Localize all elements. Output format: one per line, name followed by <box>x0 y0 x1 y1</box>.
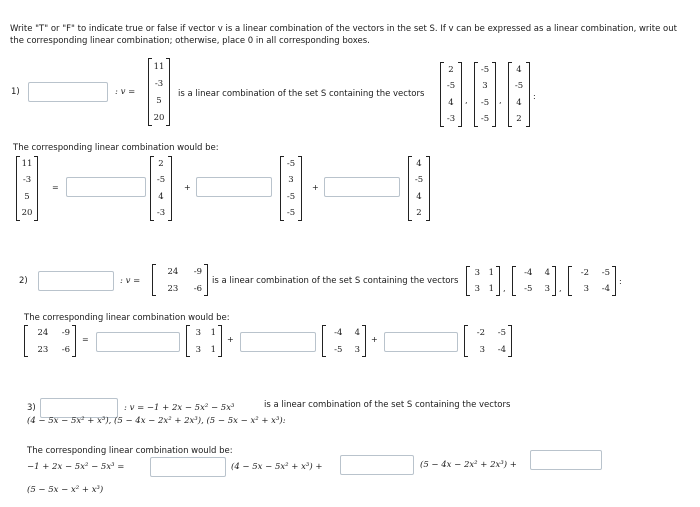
p1-mid-text: is a linear combination of the set S containing the vectors <box>178 89 425 99</box>
p3-set-line: (4 − 5x − 5x² + x³), (5 − 4x − 2x² + 2x³), (5 − 5x − x² + x³): <box>27 416 286 426</box>
p1-s2-2: -5 <box>480 97 490 108</box>
p1-s1-3: -3 <box>446 113 456 124</box>
p3-coef-1-input[interactable] <box>150 457 226 477</box>
p1-lc-s3-3: 2 <box>416 207 422 218</box>
p3-v-label: : v = −1 + 2x − 5x² − 5x³ <box>124 403 235 413</box>
p2-tf-input[interactable] <box>38 271 114 291</box>
p1-lc-v-3: 20 <box>21 207 33 218</box>
p1-lc-s2-1: 3 <box>288 175 294 186</box>
p2-lc-v-1: -9 <box>61 327 70 338</box>
p2-lc-s2-3: 3 <box>354 344 360 355</box>
p1-number: 1) <box>11 87 20 97</box>
p2-v-2: 23 <box>167 283 179 294</box>
p3-mid-text: is a linear combination of the set S containing the vectors <box>264 400 511 410</box>
p2-lc-s2-matrix <box>322 325 366 357</box>
p2-lc-s1-matrix <box>186 325 222 357</box>
p1-lc-s3-0: 4 <box>416 159 422 170</box>
p1-lc-s3-1: -5 <box>414 175 424 186</box>
p3-term-2: (5 − 4x − 2x² + 2x³) + <box>420 460 517 470</box>
p2-lc-equals: = <box>82 335 89 344</box>
p1-s2-matrix <box>474 62 496 127</box>
p2-comma-2: , <box>559 284 562 293</box>
p1-s1-0: 2 <box>448 65 454 76</box>
p1-comma-1: , <box>465 96 468 105</box>
p2-s1-1: 1 <box>488 268 494 278</box>
p3-number: 3) <box>27 403 36 413</box>
p3-tf-input[interactable] <box>40 398 118 418</box>
p3-term-1: (4 − 5x − 5x² + x³) + <box>231 462 323 472</box>
p1-s2-0: -5 <box>480 65 490 76</box>
p1-lc-s2-3: -5 <box>286 207 296 218</box>
p1-lc-s1-matrix <box>150 156 172 221</box>
p2-lc-plus-2: + <box>371 335 378 344</box>
p1-coef-3-input[interactable] <box>324 177 400 197</box>
p2-lc-s2-0: -4 <box>334 327 343 338</box>
p2-number: 2) <box>19 276 28 286</box>
p2-s3-0: -2 <box>580 268 589 278</box>
p3-coef-3-input[interactable] <box>530 450 602 470</box>
p1-lc-s3-matrix <box>408 156 430 221</box>
p2-lc-s3-1: -5 <box>497 327 506 338</box>
p2-s2-2: -5 <box>524 284 533 294</box>
p1-v-0: 11 <box>153 61 165 72</box>
p1-lc-plus-1: + <box>184 183 191 192</box>
p1-s3-1: -5 <box>514 81 524 92</box>
p1-s1-1: -5 <box>446 81 456 92</box>
p2-coef-2-input[interactable] <box>240 332 316 352</box>
p1-v-2: 5 <box>156 95 162 106</box>
p1-lc-equals: = <box>52 183 59 192</box>
p2-lc-s3-2: 3 <box>479 344 485 355</box>
p1-lc-v-0: 11 <box>21 159 33 170</box>
p1-lc-title: The corresponding linear combination would be: <box>13 143 219 153</box>
p2-s1-0: 3 <box>474 268 480 278</box>
p2-lc-s1-0: 3 <box>195 327 201 338</box>
p2-s3-1: -5 <box>601 268 610 278</box>
p3-coef-2-input[interactable] <box>340 455 414 475</box>
p2-coef-1-input[interactable] <box>96 332 180 352</box>
p1-s3-matrix <box>508 62 530 127</box>
p2-lc-title: The corresponding linear combination would be: <box>24 313 230 323</box>
p2-s2-0: -4 <box>524 268 533 278</box>
p2-lc-v-matrix <box>24 325 76 357</box>
p1-s1-2: 4 <box>448 97 454 108</box>
p2-v-0: 24 <box>167 266 179 277</box>
p2-s1-3: 1 <box>488 284 494 294</box>
p2-s1-2: 3 <box>474 284 480 294</box>
p1-lc-v-matrix <box>16 156 38 221</box>
p1-s3-0: 4 <box>516 65 522 76</box>
p2-s3-matrix <box>568 266 616 296</box>
p2-lc-v-0: 24 <box>37 327 49 338</box>
p2-s2-matrix <box>512 266 556 296</box>
p3-lc-title: The corresponding linear combination would be: <box>27 446 233 456</box>
p1-lc-s2-2: -5 <box>286 191 296 202</box>
p2-lc-v-3: -6 <box>61 344 70 355</box>
p1-s2-3: -5 <box>480 113 490 124</box>
p1-lc-s1-3: -3 <box>156 207 166 218</box>
p2-mid-text: is a linear combination of the set S containing the vectors <box>212 276 459 286</box>
p1-lc-v-1: -3 <box>22 175 32 186</box>
p1-v-matrix <box>148 58 170 126</box>
p2-lc-s2-2: -5 <box>334 344 343 355</box>
p1-tf-input[interactable] <box>28 82 108 102</box>
p2-colon: : <box>619 277 622 286</box>
p1-lc-s2-matrix <box>280 156 302 221</box>
p2-lc-s3-0: -2 <box>476 327 485 338</box>
p2-lc-s1-3: 1 <box>210 344 216 355</box>
p2-s2-1: 4 <box>544 268 550 278</box>
p2-lc-v-2: 23 <box>37 344 49 355</box>
p2-coef-3-input[interactable] <box>384 332 458 352</box>
p2-s1-matrix <box>466 266 500 296</box>
p2-lc-plus-1: + <box>227 335 234 344</box>
p2-s3-3: -4 <box>601 284 610 294</box>
p2-s3-2: 3 <box>583 284 589 294</box>
instructions: Write "T" or "F" to indicate true or false if vector v is a linear combination of the vectors in the set S. If v can be expressed as a linear combination, write out the corresponding linear combination; otherwise, place 0 in all corresponding boxes. <box>10 24 677 46</box>
p2-lc-s2-1: 4 <box>354 327 360 338</box>
p1-s3-2: 4 <box>516 97 522 108</box>
p1-colon: : <box>533 92 536 101</box>
p2-v-label: : v = <box>120 276 141 286</box>
p1-s2-1: 3 <box>482 81 488 92</box>
p1-lc-s1-2: 4 <box>158 191 164 202</box>
p1-coef-1-input[interactable] <box>66 177 146 197</box>
p2-lc-s3-matrix <box>464 325 512 357</box>
p2-lc-s3-3: -4 <box>497 344 506 355</box>
p2-comma-1: , <box>503 284 506 293</box>
p1-comma-2: , <box>499 96 502 105</box>
p1-s1-matrix <box>440 62 462 127</box>
p2-lc-s1-2: 3 <box>195 344 201 355</box>
p1-lc-v-2: 5 <box>24 191 30 202</box>
p1-lc-s2-0: -5 <box>286 159 296 170</box>
p2-v-1: -9 <box>193 266 202 277</box>
p1-v-1: -3 <box>154 78 164 89</box>
p1-v-label: : v = <box>115 87 136 97</box>
p1-coef-2-input[interactable] <box>196 177 272 197</box>
p2-s2-3: 3 <box>544 284 550 294</box>
p2-lc-s1-1: 1 <box>210 327 216 338</box>
p1-lc-s1-1: -5 <box>156 175 166 186</box>
p1-s3-3: 2 <box>516 113 522 124</box>
p1-v-3: 20 <box>153 112 165 123</box>
p2-v-3: -6 <box>193 283 202 294</box>
p2-v-matrix <box>152 264 208 296</box>
p3-lc-lhs: −1 + 2x − 5x² − 5x³ = <box>27 462 125 472</box>
p1-lc-plus-2: + <box>312 183 319 192</box>
p1-lc-s1-0: 2 <box>158 159 164 170</box>
p1-lc-s3-2: 4 <box>416 191 422 202</box>
p3-term-3: (5 − 5x − x² + x³) <box>27 485 104 495</box>
